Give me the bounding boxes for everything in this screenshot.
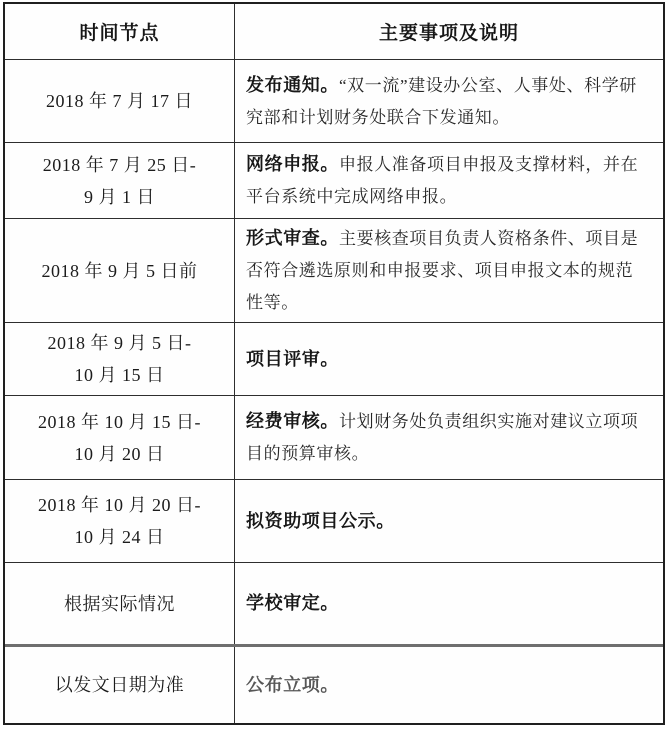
time-line: 2018 年 10 月 15 日- xyxy=(38,411,201,432)
desc-cell xyxy=(235,219,663,322)
time-line: 2018 年 10 月 20 日- xyxy=(38,495,201,515)
table-header-row xyxy=(5,4,663,59)
desc-cell xyxy=(235,480,663,562)
item-title: 形式审查。 xyxy=(246,228,339,248)
time-line: 2018 年 9 月 5 日- xyxy=(47,333,192,353)
table-row xyxy=(5,59,663,142)
desc-cell xyxy=(235,60,663,142)
time-cell xyxy=(5,60,235,142)
item-desc: “双一流”建设办公室、人事处、科学研究部和计划财务处联合下发通知。 xyxy=(246,75,637,127)
time-line: 以发文日期为准 xyxy=(54,675,185,695)
desc-cell xyxy=(235,563,663,644)
item-title: 项目评审。 xyxy=(246,348,339,369)
header-main-items: 主要事项及说明 xyxy=(378,23,519,44)
time-line: 2018 年 9 月 5 日前 xyxy=(41,260,198,281)
schedule-table xyxy=(3,2,665,725)
time-line: 2018 年 7 月 17 日 xyxy=(46,91,193,111)
item-title: 公布立项。 xyxy=(246,674,339,695)
time-cell xyxy=(5,219,235,322)
time-line: 根据实际情况 xyxy=(64,593,175,614)
time-line: 9 月 1 日 xyxy=(84,186,155,207)
item-desc: 申报人准备项目申报及支撑材料，并在平台系统中完成网络申报。 xyxy=(246,155,639,206)
time-cell xyxy=(5,323,235,395)
table-row xyxy=(5,395,663,479)
item-title: 网络申报。 xyxy=(246,154,339,174)
desc-cell xyxy=(235,323,663,395)
table-row xyxy=(5,322,663,395)
time-cell xyxy=(5,647,235,723)
item-title: 发布通知。 xyxy=(246,74,339,95)
time-line: 10 月 24 日 xyxy=(74,527,165,547)
item-desc: 主要核查项目负责人资格条件、项目是否符合遴选原则和申报要求、项目申报文本的规范性等。 xyxy=(246,229,639,312)
table-row xyxy=(5,562,663,644)
time-line: 10 月 15 日 xyxy=(74,365,165,385)
item-desc: 计划财务处负责组织实施对建议立项项目的预算审核。 xyxy=(246,412,639,463)
table-row xyxy=(5,479,663,562)
time-line: 10 月 20 日 xyxy=(74,443,165,464)
table-row xyxy=(5,218,663,322)
time-cell xyxy=(5,480,235,562)
header-time-node: 时间节点 xyxy=(5,4,235,59)
item-title: 拟资助项目公示。 xyxy=(246,510,395,531)
desc-cell xyxy=(235,396,663,479)
time-line: 2018 年 7 月 25 日- xyxy=(42,154,197,175)
desc-cell xyxy=(235,143,663,218)
item-title: 经费审核。 xyxy=(246,411,339,431)
item-title: 学校审定。 xyxy=(246,593,339,613)
table-row xyxy=(5,644,663,723)
time-cell xyxy=(5,396,235,479)
time-cell xyxy=(5,143,235,218)
desc-cell xyxy=(235,647,663,723)
table-row xyxy=(5,142,663,218)
time-cell xyxy=(5,563,235,644)
